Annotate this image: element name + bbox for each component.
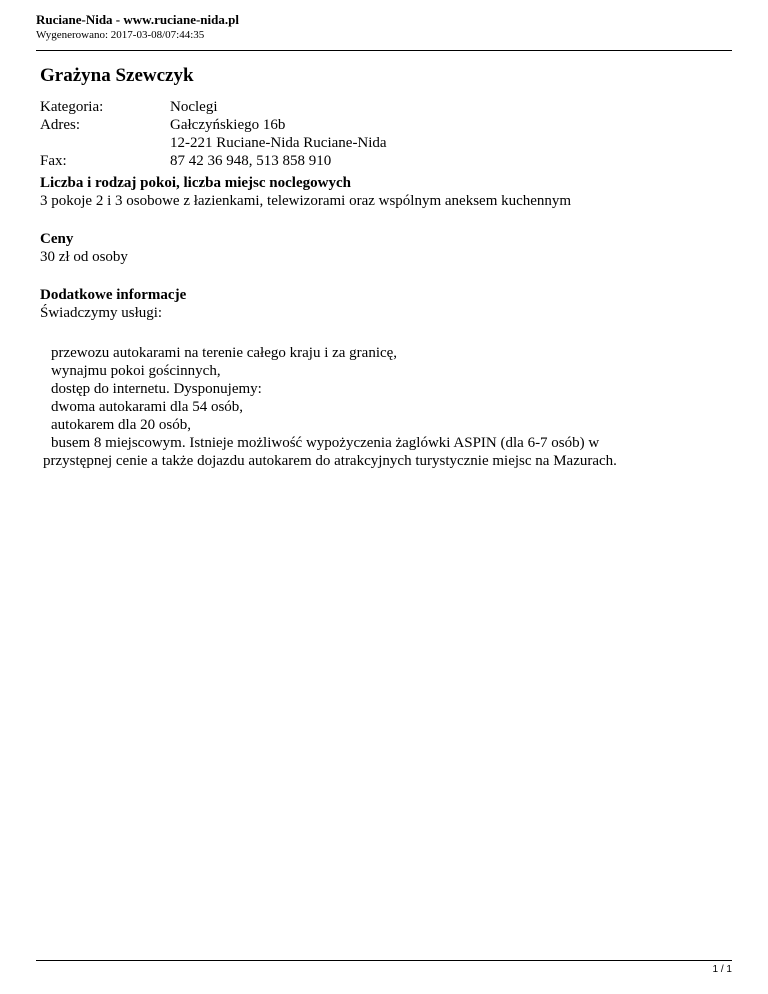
category-label: Kategoria: (40, 99, 104, 115)
category-value: Noclegi (170, 99, 218, 115)
list-item: busem 8 miejscowym. Istnieje możliwość wypożyczenia żaglówki ASPIN (dla 6-7 osób) w (51, 435, 600, 451)
header-divider (36, 50, 732, 51)
fax-label: Fax: (40, 153, 67, 169)
page-title: Grażyna Szewczyk (40, 65, 194, 86)
list-item: dwoma autokarami dla 54 osób, (51, 399, 244, 415)
rooms-heading: Liczba i rodzaj pokoi, liczba miejsc noclegowych (40, 175, 351, 191)
additional-info-section (40, 286, 730, 470)
generated-timestamp: Wygenerowano: 2017-03-08/07:44:35 (36, 29, 205, 41)
additional-info-heading: Dodatkowe informacje (40, 287, 187, 303)
list-item: przystępnej cenie a także dojazdu autokarem do atrakcyjnych turystycznie miejsc na Mazurach. (43, 453, 617, 469)
listing-content (40, 64, 730, 470)
document-header (36, 12, 732, 42)
prices-section (40, 230, 730, 266)
site-title: Ruciane-Nida - www.ruciane-nida.pl (36, 12, 239, 27)
fax-value: 87 42 36 948, 513 858 910 (170, 153, 332, 169)
footer-divider (36, 960, 732, 961)
list-item: przewozu autokarami na terenie całego kraju i za granicę, (51, 345, 398, 361)
prices-heading: Ceny (40, 231, 74, 247)
address-label-spacer (40, 134, 170, 152)
address-label: Adres: (40, 117, 80, 133)
address-line-2: 12-221 Ruciane-Nida Ruciane-Nida (170, 135, 387, 151)
rooms-text: 3 pokoje 2 i 3 osobowe z łazienkami, telewizorami oraz wspólnym aneksem kuchennym (40, 193, 572, 209)
page-number: 1 / 1 (712, 964, 732, 975)
prices-text: 30 zł od osoby (40, 249, 128, 265)
list-item: wynajmu pokoi gościnnych, (51, 363, 221, 379)
address-line-1: Gałczyńskiego 16b (170, 117, 286, 133)
rooms-section (40, 174, 730, 210)
listing-fields (40, 98, 730, 170)
additional-info-intro: Świadczymy usługi: (40, 305, 163, 321)
list-item: autokarem dla 20 osób, (51, 417, 191, 433)
list-item: dostęp do internetu. Dysponujemy: (51, 381, 262, 397)
services-list (40, 344, 730, 470)
